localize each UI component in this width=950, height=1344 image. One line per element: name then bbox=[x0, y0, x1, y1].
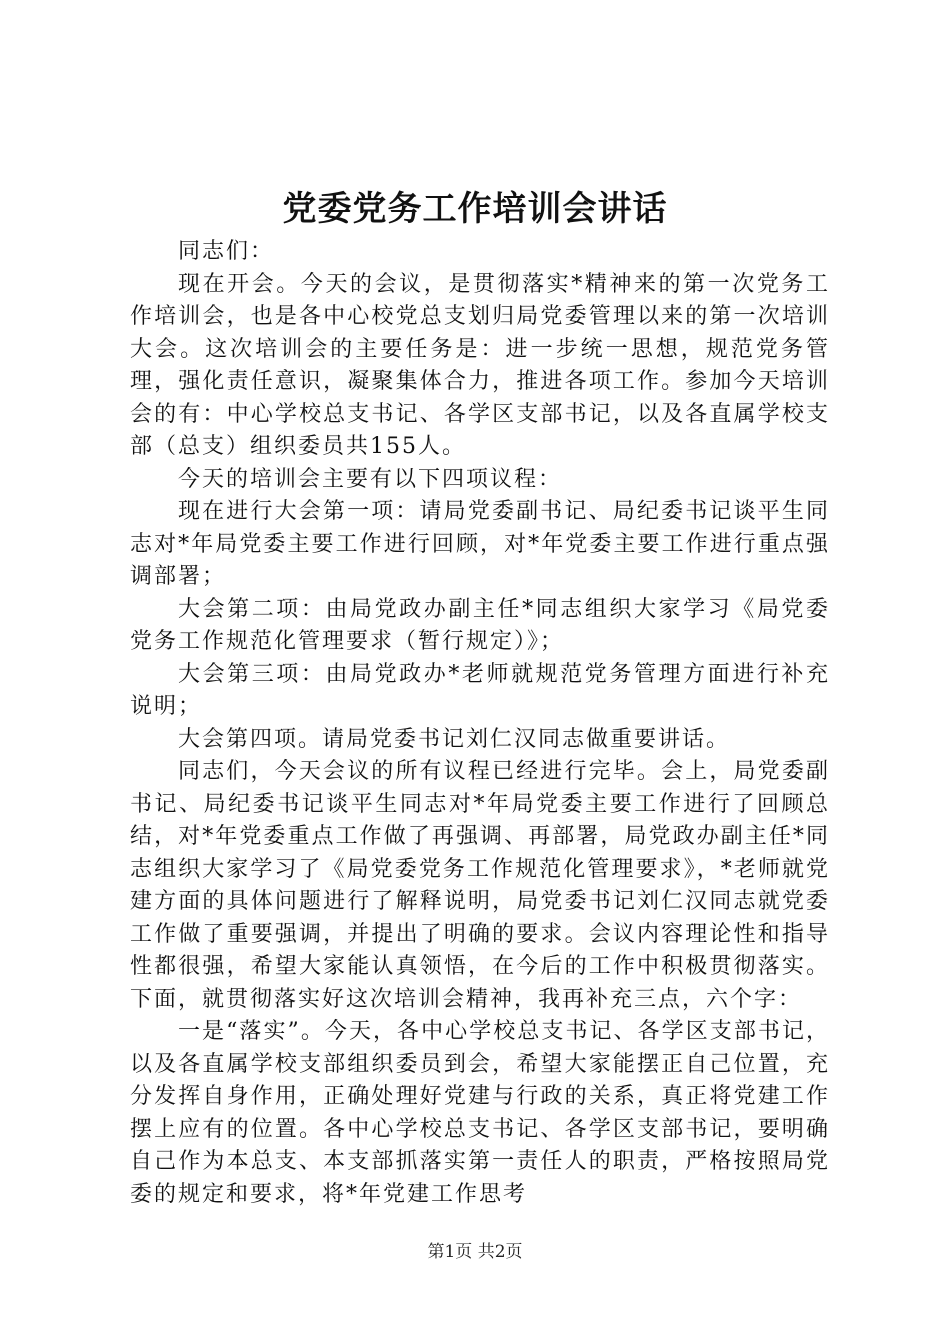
document-body bbox=[130, 236, 830, 1211]
paragraph: 现在进行大会第一项：请局党委副书记、局纪委书记谈平生同志对*年局党委主要工作进行回顾，对*年党委主要工作进行重点强调部署； bbox=[130, 499, 830, 589]
paragraph: 大会第四项。请局党委书记刘仁汉同志做重要讲话。 bbox=[178, 726, 731, 752]
paragraph: 同志们，今天会议的所有议程已经进行完毕。会上，局党委副书记、局纪委书记谈平生同志对*年局党委主要工作进行了回顾总结，对*年党委重点工作做了再强调、再部署，局党政办副主任*同志组织大家学习了《局党委党务工作规范化管理要求》，*老师就党建方面的具体问题进行了解释说明，局党委书记刘仁汉同志就党委工作做了重要强调，并提出了明确的要求。会议内容理论性和指导性都很强，希望大家能认真领悟，在今后的工作中积极贯彻落实。下面，就贯彻落实好这次培训会精神，我再补充三点，六个字： bbox=[130, 759, 830, 1012]
paragraph: 今天的培训会主要有以下四项议程： bbox=[178, 466, 563, 492]
paragraph: 现在开会。今天的会议，是贯彻落实*精神来的第一次党务工作培训会，也是各中心校党总支划归局党委管理以来的第一次培训大会。这次培训会的主要任务是：进一步统一思想，规范党务管理，强化责任意识，凝聚集体合力，推进各项工作。参加今天培训会的有：中心学校总支书记、各学区支部书记，以及各直属学校支部（总支）组织委员共155人。 bbox=[130, 271, 830, 459]
paragraph: 一是“落实”。今天，各中心学校总支书记、各学区支部书记，以及各直属学校支部组织委员到会，希望大家能摆正自己位置，充分发挥自身作用，正确处理好党建与行政的关系，真正将党建工作摆上应有的位置。各中心学校总支书记、各学区支部书记，要明确自己作为本总支、本支部抓落实第一责任人的职责，严格按照局党委的规定和要求，将*年党建工作思考 bbox=[130, 1019, 830, 1207]
paragraph: 大会第二项：由局党政办副主任*同志组织大家学习《局党委党务工作规范化管理要求（暂行规定）》； bbox=[130, 596, 830, 654]
paragraph: 大会第三项：由局党政办*老师就规范党务管理方面进行补充说明； bbox=[130, 661, 830, 719]
page-number-footer: 第1页 共2页 bbox=[427, 1242, 523, 1262]
paragraph-greeting: 同志们： bbox=[178, 239, 275, 264]
document-title: 党委党务工作培训会讲话 bbox=[282, 189, 668, 229]
